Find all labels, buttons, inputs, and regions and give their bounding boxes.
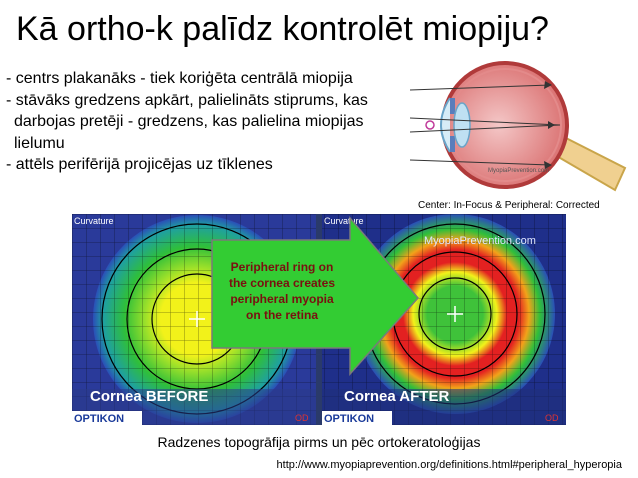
right-curvature-label: Curvature xyxy=(324,216,364,226)
topography-watermark: MyopiaPrevention.com xyxy=(424,235,536,247)
left-curvature-label: Curvature xyxy=(74,216,114,226)
before-label: Cornea BEFORE xyxy=(90,388,209,405)
arrow-text-line: the cornea creates xyxy=(228,276,336,290)
bullet-item: - attēls perifērijā projicējas uz tīklenes xyxy=(6,156,273,173)
eye-diagram xyxy=(410,50,630,200)
bullet-item: - stāvāks gredzens apkārt, palielināts stiprums, kas xyxy=(6,91,368,109)
bullet-item: - centrs plakanāks - tiek koriģēta centrālā miopija xyxy=(6,70,353,87)
arrow-text-line: on the retina xyxy=(245,308,319,322)
eye-caption: Center: In-Focus & Peripheral: Corrected xyxy=(418,200,600,211)
arrow-text-line: Peripheral ring on xyxy=(230,260,334,274)
od-label-left: OD xyxy=(295,413,309,423)
optikon-logo-right: OPTIKON xyxy=(324,413,375,425)
corneal-topography-image xyxy=(72,214,566,425)
bullet-list xyxy=(6,68,416,176)
source-url[interactable]: http://www.myopiaprevention.org/definitions.html#peripheral_hyperopia xyxy=(276,459,622,471)
after-label: Cornea AFTER xyxy=(344,388,450,405)
slide-title: Kā ortho-k palīdz kontrolēt miopiju? xyxy=(16,10,549,48)
bullet-item: darbojas pretēji - gredzens, kas palielina miopijas xyxy=(14,113,364,130)
bullet-item: lielumu xyxy=(14,134,65,152)
figure-caption: Radzenes topogrāfija pirms un pēc ortokeratoloģijas xyxy=(157,434,481,450)
eye-watermark: MyopiaPrevention.com xyxy=(488,168,550,174)
od-label-right: OD xyxy=(545,413,559,423)
arrow-text-line: peripheral myopia xyxy=(230,292,334,306)
optikon-logo-left: OPTIKON xyxy=(74,413,125,425)
